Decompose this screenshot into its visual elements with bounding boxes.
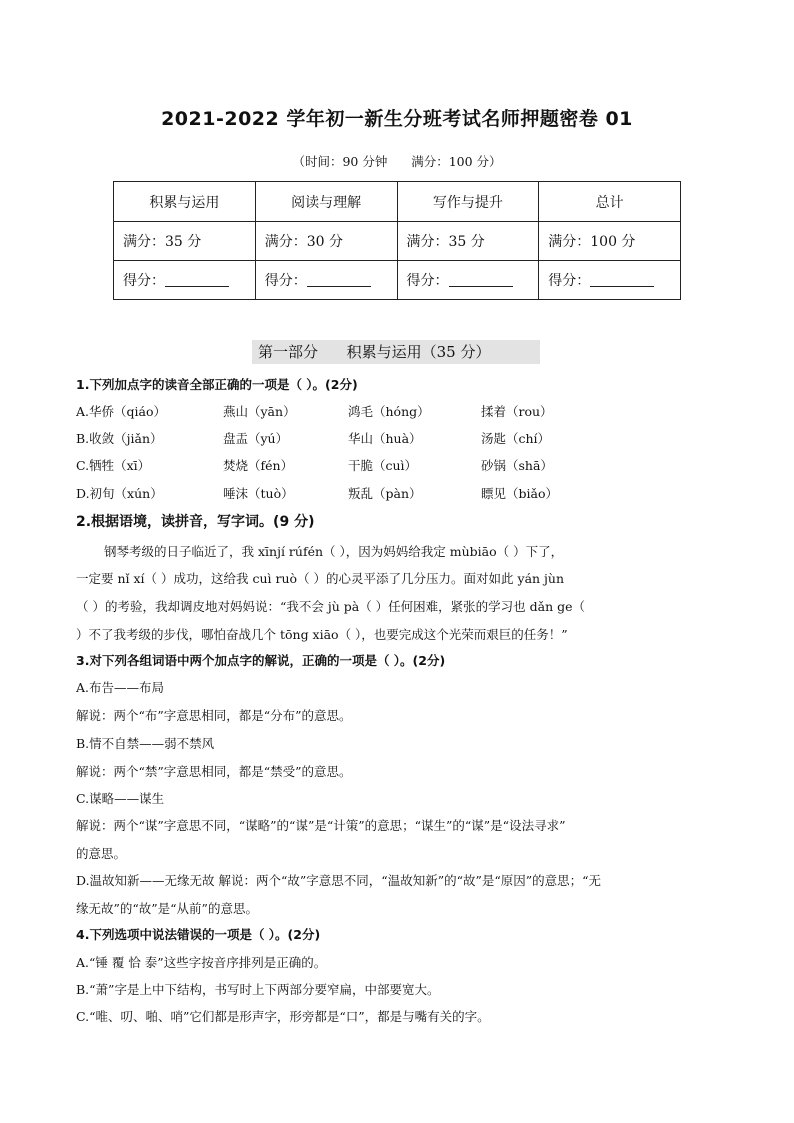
full-marks-row [114, 222, 681, 261]
score-blank [449, 272, 513, 287]
score-blank [165, 272, 229, 287]
score-header-cell: 写作与提升 [397, 182, 539, 222]
q3-line: C.谋略——谋生 [76, 791, 165, 806]
full-marks-cell: 满分：35 分 [114, 222, 256, 261]
score-cell [255, 261, 397, 300]
q3-line: 解说：两个“禁”字意思相同，都是“禁受”的意思。 [76, 764, 352, 779]
q1-option: 盘盂（yú） [223, 431, 289, 446]
score-cell [539, 261, 681, 300]
score-header-cell: 积累与运用 [114, 182, 256, 222]
score-label: 得分： [406, 273, 449, 289]
q2-stem: 2.根据语境，读拼音，写字词。(9 分) [76, 514, 315, 530]
q1-option: C.牺牲（xī） [76, 458, 151, 473]
q1-option: 华山（huà） [348, 431, 422, 446]
q1-option: 砂锅（shā） [481, 458, 553, 473]
page-title: 2021-2022 学年初一新生分班考试名师押题密卷 01 [161, 108, 633, 130]
q1-option: 干脆（cuì） [348, 458, 418, 473]
q2-line: 一定要 nǐ xí（ ）成功，这给我 cuì ruò（ ）的心灵平添了几分压力。面对如此 yán jùn [76, 571, 565, 586]
score-cell [397, 261, 539, 300]
score-label: 得分： [548, 273, 591, 289]
score-table-header-row [114, 182, 681, 222]
q3-line: D.温故知新——无缘无故 解说：两个“故”字意思不同，“温故知新”的“故”是“原因”的意思；“无 [76, 873, 602, 888]
score-label: 得分： [264, 273, 307, 289]
q1-option: 揉着（rou） [481, 404, 553, 419]
score-blank [590, 272, 654, 287]
q1-option: 燕山（yān） [223, 404, 296, 419]
q3-line: 缘无故”的“故”是“从前”的意思。 [76, 901, 258, 916]
q3-line: 解说：两个“布”字意思相同，都是“分布”的意思。 [76, 708, 352, 723]
q1-option: 焚烧（fén） [223, 458, 294, 473]
q3-line: B.情不自禁——弱不禁风 [76, 736, 215, 751]
q2-line: （ ）的考验，我却调皮地对妈妈说：“我不会 jù pà（ ）任何困难，紧张的学习也 dǎn ge（ [76, 599, 586, 614]
q3-line: A.布告——布局 [76, 680, 165, 695]
q1-option: 瞟见（biǎo） [481, 486, 558, 501]
q4-line: A.“锤 覆 恰 泰”这些字按音序排列是正确的。 [76, 955, 327, 970]
q2-line: ）不了我考级的步伐，哪怕奋战几个 tōng xiāo（ ），也要完成这个光荣而艰巨的任务！” [76, 627, 568, 642]
q1-stem: 1.下列加点字的读音全部正确的一项是（ ）。(2分) [76, 377, 358, 392]
q1-option: 汤匙（chí） [481, 431, 551, 446]
score-cell [114, 261, 256, 300]
section-title: 第一部分 积累与运用（35 分） [252, 340, 540, 364]
q3-stem: 3.对下列各组词语中两个加点字的解说，正确的一项是（ ）。(2分) [76, 653, 446, 668]
exam-time-and-score: （时间：90 分钟 满分：100 分） [292, 154, 502, 169]
q4-stem: 4.下列选项中说法错误的一项是（ ）。(2分) [76, 927, 321, 942]
full-marks-cell: 满分：100 分 [539, 222, 681, 261]
q1-option: 叛乱（pàn） [348, 486, 422, 501]
full-marks-cell: 满分：30 分 [255, 222, 397, 261]
q1-option: A.华侨（qiáo） [76, 404, 166, 419]
q1-option: 唾沫（tuò） [223, 486, 294, 501]
q1-option: B.收敛（jiǎn） [76, 431, 163, 446]
q3-line: 的意思。 [76, 846, 127, 861]
q1-option: D.初旬（xún） [76, 486, 163, 501]
score-label: 得分： [123, 273, 165, 289]
score-header-cell: 阅读与理解 [255, 182, 397, 222]
q3-line: 解说：两个“谋”字意思不同，“谋略”的“谋”是“计策”的意思；“谋生”的“谋”是“设法寻求” [76, 818, 566, 833]
full-marks-cell: 满分：35 分 [397, 222, 539, 261]
score-blank [307, 272, 371, 287]
q1-option: 鸿毛（hóng） [348, 404, 430, 419]
score-header-cell: 总计 [539, 182, 681, 222]
score-table [113, 181, 681, 300]
q4-line: B.“萧”字是上中下结构，书写时上下两部分要窄扁，中部要宽大。 [76, 982, 440, 997]
q4-line: C.“唯、叨、啪、哨”它们都是形声字，形旁都是“口”，都是与嘴有关的字。 [76, 1009, 490, 1024]
q2-line: 钢琴考级的日子临近了，我 xīnjí rúfén（ ），因为妈妈给我定 mùbiāo（ ）下了， [104, 544, 564, 559]
score-row [114, 261, 681, 300]
